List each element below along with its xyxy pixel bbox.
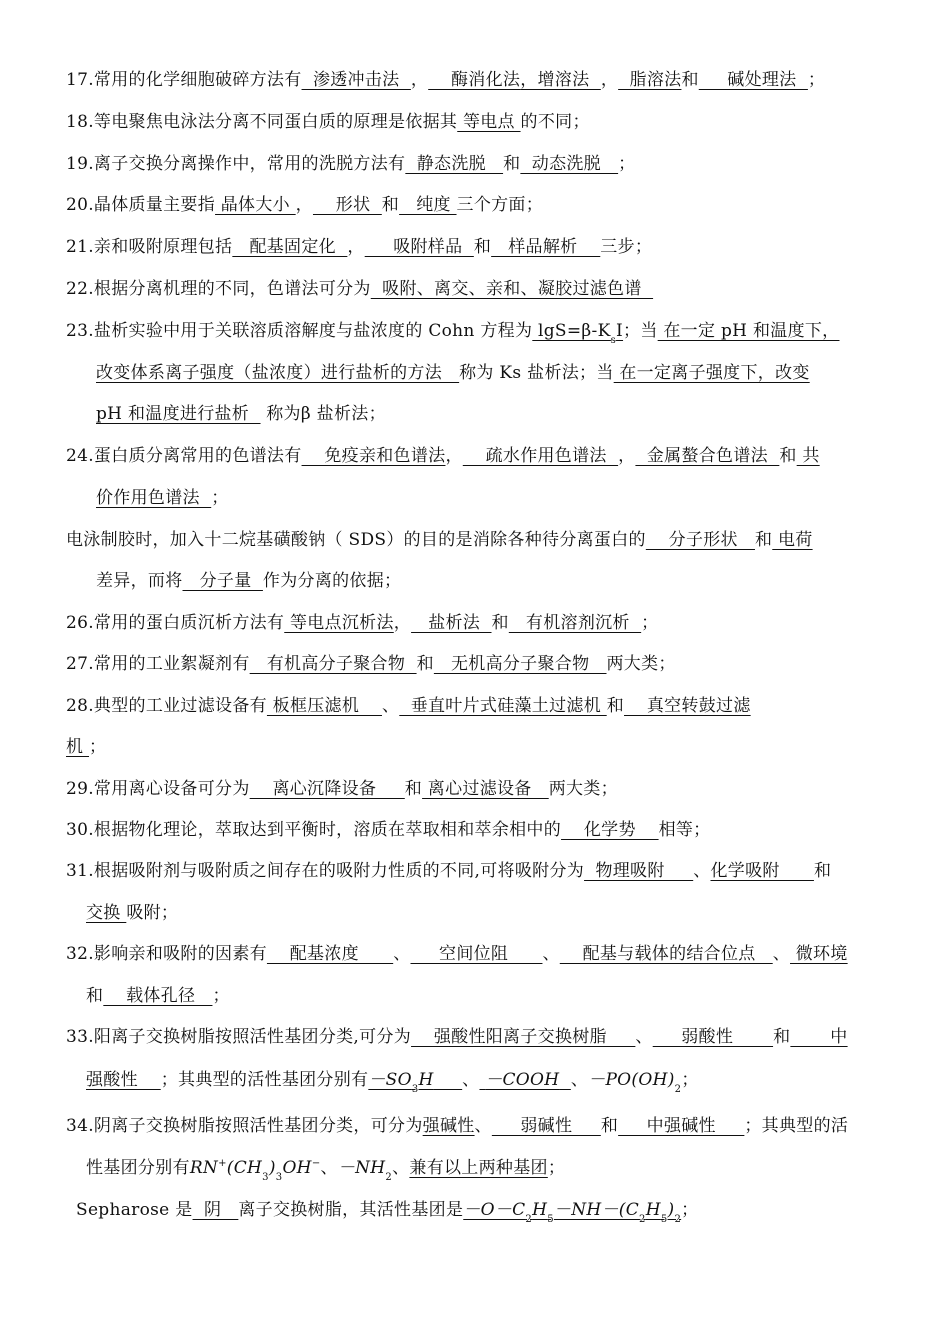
item-32-cont: 和 载体孔径 ；	[86, 986, 230, 1006]
item-18: 18.等电聚焦电泳法分离不同蛋白质的原理是依据其 等电点 的不同；	[66, 112, 590, 132]
item-21: 21.亲和吸附原理包括 配基固定化 ， 吸附样品 和 样品解析 三步；	[66, 237, 653, 257]
answer-blank: 强碱性	[422, 1116, 475, 1136]
answer-blank: 动态洗脱	[520, 154, 619, 174]
item-33-cont: 强酸性 ；其典型的活性基团分别有$-SO_3H$ 、 －COOH 、$-PO(OH)_2$；	[86, 1070, 699, 1095]
answer-blank: 中	[790, 1027, 848, 1047]
item-34: 34.阴离子交换树脂按照活性基团分类，可分为强碱性、 弱碱性 和 中强碱性 ；其典型的活	[66, 1116, 849, 1136]
answer-blank: 板框压滤机	[266, 696, 382, 716]
item-30: 30.根据物化理论，萃取达到平衡时，溶质在萃取相和萃余相中的 化学势 相等；	[66, 820, 711, 840]
item-27: 27.常用的工业絮凝剂有 有机高分子聚合物 和 无机高分子聚合物 两大类；	[66, 654, 676, 674]
item-25-cont: 差异，而将 分子量 作为分离的依据；	[96, 571, 402, 591]
answer-blank: 分子形状	[645, 530, 755, 550]
answer-blank: 弱碱性	[491, 1116, 601, 1136]
answer-blank: 在一定 pH 和温度下，	[657, 321, 840, 341]
answer-blank: 脂溶法	[618, 70, 682, 90]
answer-blank: 样品解析	[491, 237, 601, 257]
answer-blank: 形状	[312, 195, 382, 215]
answer-blank: 有机高分子聚合物	[249, 654, 417, 674]
answer-blank: 配基与载体的结合位点	[559, 944, 773, 964]
item-29: 29.常用离心设备可分为 离心沉降设备 和 离心过滤设备 两大类；	[66, 779, 618, 799]
so3h-formula: $-SO_3H$	[368, 1070, 434, 1095]
sepharose-line: Sepharose 是 阴 离子交换树脂，其活性基团是$-O-C_2H_5-NH-(C_2H_5)_2$；	[76, 1200, 699, 1225]
nh2-formula: $-NH_2$	[337, 1158, 393, 1183]
answer-blank: 在一定离子强度下，改变	[613, 363, 810, 383]
item-32: 32.影响亲和吸附的因素有 配基浓度 、 空间位阻 、 配基与载体的结合位点 、 微环境	[66, 944, 848, 964]
answer-blank: ，增溶法	[520, 70, 601, 90]
answer-blank: 疏水作用色谱法	[462, 446, 619, 466]
answer-blank: 化学势	[561, 820, 659, 840]
cohn-equation: $\lg S=\beta-K_sI$	[532, 321, 624, 346]
po-oh2-formula: $-PO(OH)_2$	[588, 1070, 682, 1095]
item-33: 33.阳离子交换树脂按照活性基团分类,可分为 强酸性阳离子交换树脂 、 弱酸性 和 中	[66, 1027, 848, 1047]
answer-blank: 共	[796, 446, 820, 466]
quaternary-ammonium-formula: $RN^+(CH_3)_3OH^-$	[189, 1158, 321, 1183]
answer-blank: 化学吸附	[710, 861, 814, 881]
item-28-cont: 机 ；	[66, 737, 107, 757]
answer-blank: 配基浓度	[266, 944, 394, 964]
answer-blank: 弱酸性	[652, 1027, 774, 1047]
answer-blank: 吸附、离交、亲和、凝胶过滤色谱	[370, 279, 654, 299]
deae-formula: $-O-C_2H_5-NH-(C_2H_5)_2$	[463, 1200, 682, 1225]
answer-blank: 中强碱性	[618, 1116, 745, 1136]
item-17: 17.常用的化学细胞破碎方法有 渗透冲击法 ， 酶消化法，增溶法 ， 脂溶法和 碱处理法 ；	[66, 70, 826, 90]
answer-blank: 纯度	[399, 195, 457, 215]
answer-blank: 空间位阻	[410, 944, 543, 964]
answer-blank: 交换	[86, 903, 127, 923]
item-24-cont: 价作用色谱法 ；	[96, 488, 229, 508]
answer-blank: 无机高分子聚合物	[433, 654, 607, 674]
answer-blank: 阴	[192, 1200, 239, 1220]
answer-blank: 渗透冲击法	[301, 70, 411, 90]
item-23-cont2: pH 和温度进行盐析 称为β 盐析法；	[96, 404, 386, 424]
item-25: 电泳制胶时，加入十二烷基磺酸钠（ SDS）的目的是消除各种待分离蛋白的 分子形状 和 电荷	[66, 530, 813, 550]
item-34-cont: 性基团分别有$RN^+(CH_3)_3OH^-$、$-NH_2$、兼有以上两种基团；	[86, 1158, 566, 1183]
answer-blank: 等电点沉析法	[284, 613, 394, 633]
answer-blank: 改变体系离子强度（盐浓度）进行盐析的方法	[96, 363, 460, 383]
answer-blank: 分子量	[182, 571, 263, 591]
item-22: 22.根据分离机理的不同，色谱法可分为 吸附、离交、亲和、凝胶过滤色谱	[66, 279, 654, 299]
answer-blank: 晶体大小	[215, 195, 296, 215]
answer-blank: 电荷	[772, 530, 813, 550]
answer-blank: 机	[66, 737, 90, 757]
item-19: 19.离子交换分离操作中，常用的洗脱方法有 静态洗脱 和 动态洗脱 ；	[66, 154, 636, 174]
answer-blank: 离心过滤设备	[422, 779, 549, 799]
item-23: 23.盐析实验中用于关联溶质溶解度与盐浓度的 Cohn 方程为 $\lg S=\beta-K_sI$；当 在一定 pH 和温度下，	[66, 321, 840, 346]
item-31-cont: 交换 吸附；	[86, 903, 179, 923]
cooh-formula: －COOH	[485, 1070, 560, 1090]
item-28: 28.典型的工业过滤设备有 板框压滤机 、 垂直叶片式硅藻土过滤机 和 真空转鼓过滤	[66, 696, 751, 716]
answer-blank: 碱处理法	[698, 70, 808, 90]
answer-blank: 免疫亲和色谱法	[301, 446, 446, 466]
item-23-cont: 改变体系离子强度（盐浓度）进行盐析的方法 称为 Ks 盐析法；当 在一定离子强度下，改变	[96, 363, 810, 383]
item-31: 31.根据吸附剂与吸附质之间存在的吸附力性质的不同,可将吸附分为 物理吸附 、化学吸附 和	[66, 861, 832, 881]
answer-blank: 微环境	[790, 944, 848, 964]
item-26: 26.常用的蛋白质沉析方法有 等电点沉析法， 盐析法 和 有机溶剂沉析 ；	[66, 613, 659, 633]
answer-blank: 吸附样品	[364, 237, 474, 257]
answer-blank: 金属螯合色谱法	[635, 446, 780, 466]
answer-blank: 配基固定化	[232, 237, 348, 257]
answer-blank: 等电点	[457, 112, 521, 132]
answer-blank: 有机溶剂沉析	[508, 613, 642, 633]
answer-blank: pH 和温度进行盐析	[96, 404, 261, 424]
answer-blank: 酶消化法	[428, 70, 521, 90]
answer-blank: 强酸性阳离子交换树脂	[411, 1027, 636, 1047]
item-20: 20.晶体质量主要指 晶体大小 ， 形状 和 纯度 三个方面；	[66, 195, 544, 215]
answer-blank: 物理吸附	[584, 861, 694, 881]
answer-blank: 真空转鼓过滤	[624, 696, 751, 716]
answer-blank: 载体孔径	[103, 986, 213, 1006]
answer-blank: 价作用色谱法	[96, 488, 212, 508]
answer-blank: 兼有以上两种基团	[409, 1158, 548, 1178]
answer-blank: 垂直叶片式硅藻土过滤机	[399, 696, 607, 716]
answer-blank: 强酸性	[86, 1070, 161, 1090]
answer-blank: 盐析法	[411, 613, 492, 633]
answer-blank: 静态洗脱	[405, 154, 504, 174]
answer-blank: 离心沉降设备	[249, 779, 405, 799]
item-24: 24.蛋白质分离常用的色谱法有 免疫亲和色谱法， 疏水作用色谱法 ， 金属螯合色谱法 和 共	[66, 446, 820, 466]
